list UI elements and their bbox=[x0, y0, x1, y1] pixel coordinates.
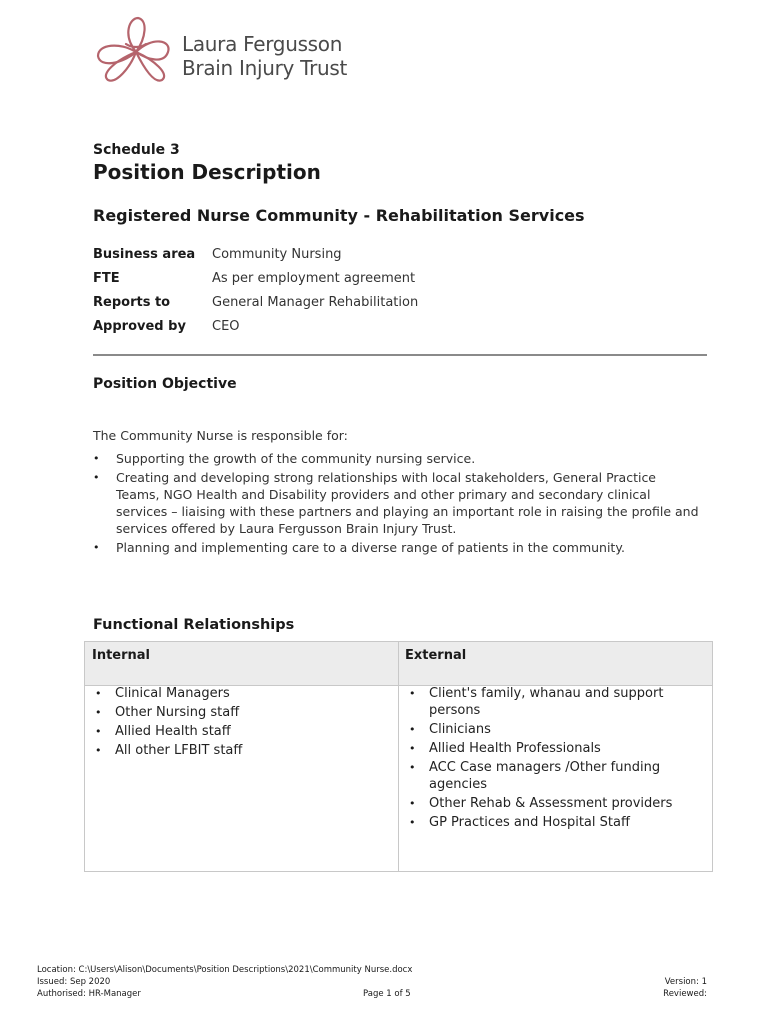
list-item: • Clinicians bbox=[405, 721, 685, 738]
detail-row-fte bbox=[93, 271, 418, 295]
objective-intro: The Community Nurse is responsible for: bbox=[93, 428, 348, 443]
footer-page-number: Page 1 of 5 bbox=[363, 989, 411, 999]
logo-line-2: Brain Injury Trust bbox=[182, 56, 348, 80]
detail-value: General Manager Rehabilitation bbox=[212, 295, 419, 310]
list-item: • All other LFBIT staff bbox=[91, 742, 381, 759]
external-list bbox=[405, 685, 685, 833]
list-item: • GP Practices and Hospital Staff bbox=[405, 814, 685, 831]
section-divider bbox=[93, 354, 707, 356]
list-item: • Other Nursing staff bbox=[91, 704, 381, 721]
position-details bbox=[93, 247, 418, 343]
detail-row-approved-by bbox=[93, 319, 418, 343]
list-item: • Planning and implementing care to a diverse range of patients in the community. bbox=[93, 539, 703, 556]
flower-logo-icon bbox=[92, 14, 178, 88]
footer-issued: Issued: Sep 2020 bbox=[37, 977, 111, 987]
relationships-heading: Functional Relationships bbox=[93, 617, 295, 633]
objective-list bbox=[93, 450, 703, 558]
detail-row-business-area bbox=[93, 247, 418, 271]
detail-label: Business area bbox=[93, 247, 196, 262]
internal-list bbox=[91, 685, 381, 761]
internal-column-header: Internal bbox=[92, 648, 151, 663]
schedule-label: Schedule 3 bbox=[93, 142, 180, 158]
external-column-header: External bbox=[405, 648, 467, 663]
detail-label: Reports to bbox=[93, 295, 171, 310]
list-item: • Allied Health Professionals bbox=[405, 740, 685, 757]
detail-label: Approved by bbox=[93, 319, 186, 334]
footer-version: Version: 1 bbox=[664, 977, 707, 987]
footer-location: Location: C:\Users\Alison\Documents\Position Descriptions\2021\Community Nurse.docx bbox=[37, 965, 413, 975]
detail-row-reports-to bbox=[93, 295, 418, 319]
relationships-table bbox=[84, 641, 713, 872]
job-title: Registered Nurse Community - Rehabilitation Services bbox=[93, 206, 585, 225]
list-item: • ACC Case managers /Other funding agencies bbox=[405, 759, 685, 793]
logo-line-1: Laura Fergusson bbox=[182, 32, 343, 56]
list-item: • Client's family, whanau and support persons bbox=[405, 685, 685, 719]
list-item: • Other Rehab & Assessment providers bbox=[405, 795, 685, 812]
organisation-logo bbox=[92, 14, 352, 88]
list-item: • Allied Health staff bbox=[91, 723, 381, 740]
list-item: • Supporting the growth of the community nursing service. bbox=[93, 450, 703, 467]
detail-value: Community Nursing bbox=[212, 247, 342, 262]
list-item: • Clinical Managers bbox=[91, 685, 381, 702]
column-divider bbox=[398, 642, 399, 871]
page-title: Position Description bbox=[93, 160, 321, 184]
list-item: • Creating and developing strong relationships with local stakeholders, General Practice Teams, NGO Health and Disability providers and other primary and secondary clinical services – liaising with these partners and playing an important role in raising the profile and services offered by Laura Fergusson Brain Injury Trust. bbox=[93, 469, 703, 537]
detail-label: FTE bbox=[93, 271, 120, 286]
footer-authorised: Authorised: HR-Manager bbox=[37, 989, 141, 999]
footer-reviewed: Reviewed: bbox=[663, 989, 707, 999]
detail-value: CEO bbox=[212, 319, 240, 334]
objective-heading: Position Objective bbox=[93, 376, 237, 392]
detail-value: As per employment agreement bbox=[212, 271, 416, 286]
